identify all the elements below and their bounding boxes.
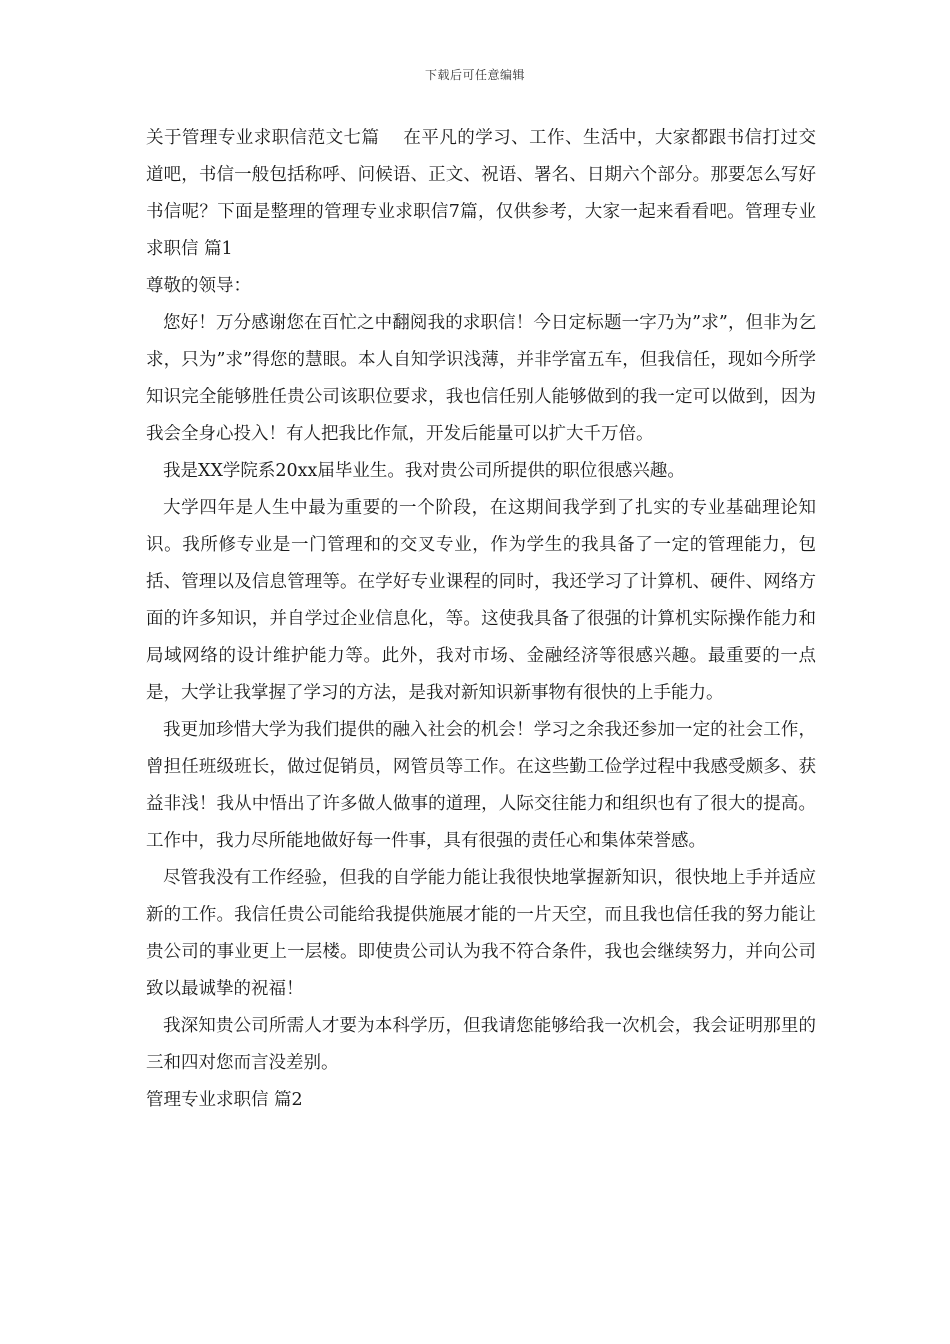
body-paragraph-4: 我更加珍惜大学为我们提供的融入社会的机会！学习之余我还参加一定的社会工作，曾担任班级班长，做过促销员，网管员等工作。在这些勤工俭学过程中我感受颇多、获益非浅！我从中悟出了许多做人做事的道理，人际交往能力和组织也有了很大的提高。工作中，我力尽所能地做好每一件事，具有很强的责任心和集体荣誉感。 — [146, 720, 816, 851]
body-paragraph-5: 尽管我没有工作经验，但我的自学能力能让我很快地掌握新知识，很快地上手并适应新的工作。我信任贵公司能给我提供施展才能的一片天空，而且我也信任我的努力能让贵公司的事业更上一层楼。即使贵公司认为我不符合条件，我也会继续努力，并向公司致以最诚挚的祝福！ — [146, 868, 816, 999]
intro-paragraph: 关于管理专业求职信范文七篇 在平凡的学习、工作、生活中，大家都跟书信打过交道吧，书信一般包括称呼、问候语、正文、祝语、署名、日期六个部分。那要怎么写好书信呢？下面是整理的管理专业求职信7篇，仅供参考，大家一起来看看吧。管理专业求职信 篇1 — [146, 128, 816, 259]
body-paragraph-2: 我是XX学院系20xx届毕业生。我对贵公司所提供的职位很感兴趣。 — [163, 461, 685, 481]
section-2-title: 管理专业求职信 篇2 — [146, 1090, 303, 1110]
body-paragraph-3: 大学四年是人生中最为重要的一个阶段，在这期间我学到了扎实的专业基础理论知识。我所修专业是一门管理和的交叉专业，作为学生的我具备了一定的管理能力，包括、管理以及信息管理等。在学好专业课程的同时，我还学习了计算机、硬件、网络方面的许多知识，并自学过企业信息化，等。这使我具备了很强的计算机实际操作能力和局域网络的设计维护能力等。此外，我对市场、金融经济等很感兴趣。最重要的一点是，大学让我掌握了学习的方法，是我对新知识新事物有很快的上手能力。 — [146, 498, 816, 703]
salutation: 尊敬的领导： — [146, 276, 251, 296]
page-header: 下载后可任意编辑 — [424, 68, 525, 82]
body-paragraph-6: 我深知贵公司所需人才要为本科学历，但我请您能够给我一次机会，我会证明那里的三和四对您而言没差别。 — [146, 1016, 816, 1073]
document-body — [146, 120, 816, 1119]
body-paragraph-1: 您好！万分感谢您在百忙之中翻阅我的求职信！今日定标题一字乃为”求”，但非为乞求，只为”求”得您的慧眼。本人自知学识浅薄，并非学富五车，但我信任，现如今所学知识完全能够胜任贵公司该职位要求，我也信任别人能够做到的我一定可以做到，因为我会全身心投入！有人把我比作氚，开发后能量可以扩大千万倍。 — [146, 313, 816, 444]
